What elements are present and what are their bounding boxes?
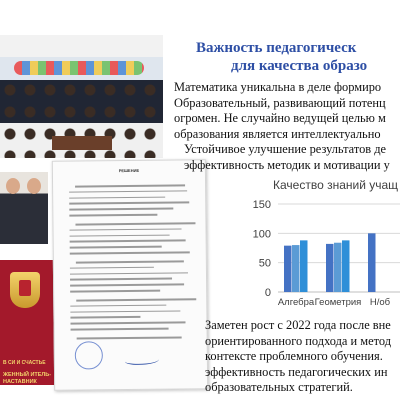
document-text-line (70, 278, 172, 281)
x-category-label: Геометрия (314, 297, 362, 308)
document-text-line (69, 196, 165, 199)
document-title: РЕШЕНИЕ (118, 167, 140, 174)
improvement-paragraph (184, 142, 390, 173)
document-text-line (70, 316, 140, 318)
document-text-line (70, 228, 182, 231)
chart-bar (368, 233, 376, 292)
document-text-line (70, 310, 180, 313)
table-shape (52, 136, 112, 150)
conclusion-line: ориентированного подхода и метод (205, 333, 391, 348)
document-text-line (69, 190, 187, 193)
signature (125, 356, 159, 365)
document-text-line (70, 322, 185, 325)
chart-title: Качество знаний учащ (273, 178, 399, 192)
document-text-line (77, 336, 182, 339)
intro-line: огромен. Не случайно ведущей целью м (174, 111, 386, 125)
document-text-line (70, 272, 188, 275)
balloons-decoration (14, 61, 144, 75)
chart-bar (284, 246, 292, 292)
conclusion-line: эффективность педагогических ин (205, 364, 388, 379)
document-text-line (69, 214, 157, 216)
chart-bar (326, 244, 334, 292)
improvement-line: Устойчивое улучшение результатов де (184, 142, 387, 156)
document-text-line (76, 260, 184, 263)
intro-line: образования является интеллектуально (174, 126, 381, 141)
x-category-label: Н/об (369, 297, 391, 308)
conclusion-line: контексте проблемного обучения. (205, 349, 383, 363)
slide-title-line-2: для качества образо (231, 58, 368, 74)
chart-y-ticks (253, 199, 271, 299)
document-text-line (70, 284, 184, 287)
document-text-line (70, 234, 170, 237)
conclusion-line: образовательных стратегий. (205, 380, 353, 394)
document-text-line (69, 208, 173, 211)
intro-line: Образовательный, развивающий потенц (174, 95, 386, 110)
document-text-line (75, 222, 195, 225)
knowledge-quality-chart (240, 176, 400, 316)
coat-of-arms-emblem (10, 272, 40, 308)
document-text-line (75, 184, 185, 187)
y-tick-label: 100 (252, 228, 271, 241)
intro-line: Математика уникальна в деле формиро (174, 80, 382, 94)
improvement-line: эффективность методик и мотивации у (184, 157, 390, 172)
award-caption-main: ЖЕННЫЙ ИТЕЛЬ-НАСТАВНИК (3, 372, 52, 385)
y-tick-label: 0 (264, 287, 271, 299)
document-text-line (70, 251, 190, 254)
conclusion-paragraph (205, 318, 391, 396)
y-tick-label: 50 (258, 257, 271, 270)
teachers-photo (0, 172, 48, 244)
document-text-line (71, 328, 169, 331)
document-text-line (70, 267, 154, 269)
intro-paragraph (174, 80, 386, 142)
chart-bar (300, 240, 308, 292)
document-text-line (70, 246, 162, 248)
chart-bar (292, 245, 300, 292)
chart-category-labels (278, 297, 391, 308)
award-caption-top: В СИ И СЧАСТЬЕ (3, 360, 46, 366)
emblem-shield (19, 280, 31, 296)
award-certificate-book (0, 260, 58, 385)
x-category-label: Алгебра (277, 297, 315, 308)
class-group-photo (0, 35, 163, 158)
document-text-line (69, 202, 189, 205)
teacher-face (27, 178, 41, 194)
conclusion-line: Заметен рост с 2022 года после вне (205, 318, 391, 332)
chart-bar (334, 243, 342, 292)
decision-document (52, 159, 208, 391)
document-text-line (70, 240, 186, 243)
y-tick-label: 150 (252, 199, 271, 211)
teacher-face (6, 178, 20, 194)
stamp-seal (75, 341, 103, 369)
slide-title-line-1: Важность педагогическ (196, 40, 357, 56)
document-text-line (76, 298, 196, 301)
document-text-lines (53, 160, 205, 162)
document-text-line (70, 290, 160, 292)
document-text-line (70, 304, 166, 307)
chart-bar (342, 240, 350, 292)
